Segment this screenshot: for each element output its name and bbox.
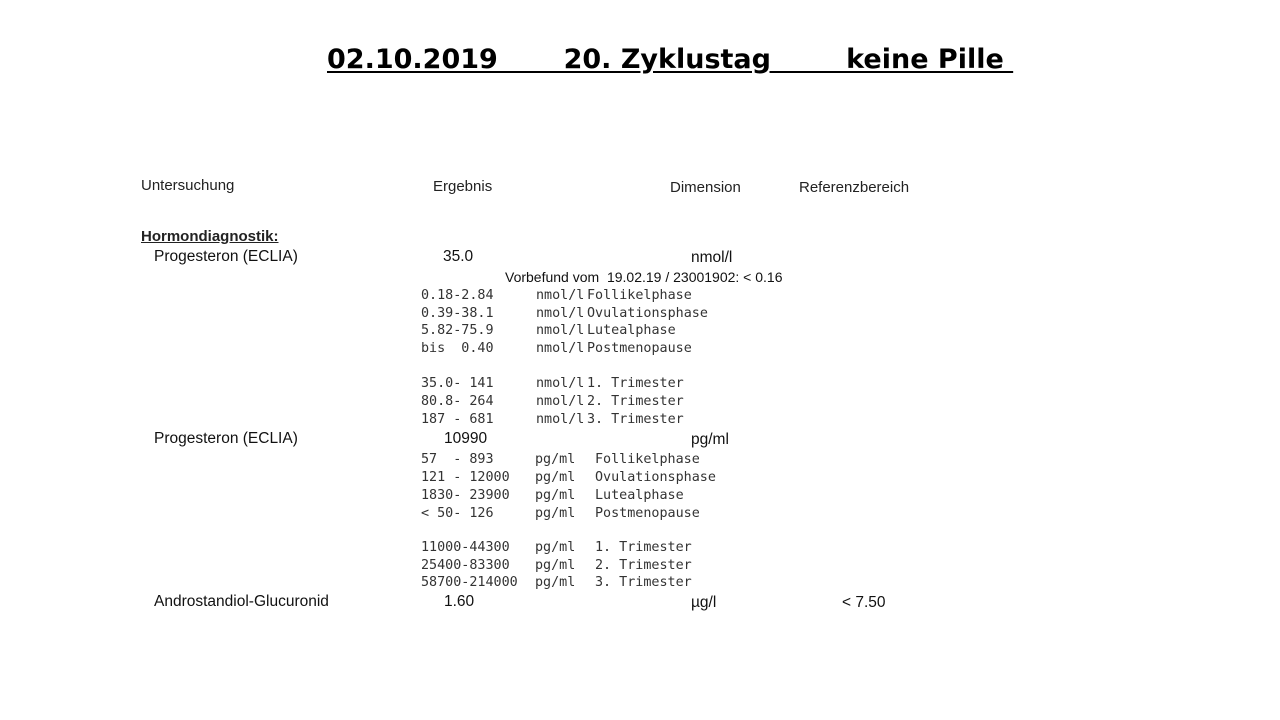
range-row xyxy=(421,341,721,359)
section-hormondiagnostik: Hormondiagnostik: xyxy=(141,228,279,245)
range-unit: nmol/l xyxy=(536,376,585,391)
range-row xyxy=(421,540,741,558)
range-row xyxy=(421,452,741,470)
range-value: 0.39-38.1 xyxy=(421,306,494,321)
range-phase: Ovulationsphase xyxy=(587,306,708,321)
range-unit: pg/ml xyxy=(535,488,576,503)
range-unit: pg/ml xyxy=(535,506,576,521)
prior-finding: Vorbefund vom 19.02.19 / 23001902: < 0.16 xyxy=(505,269,783,285)
range-unit: nmol/l xyxy=(536,412,585,427)
header-dimension: Dimension xyxy=(670,179,741,196)
range-row xyxy=(421,323,721,341)
test-name-progesteron-nmol: Progesteron (ECLIA) xyxy=(154,248,298,265)
range-unit: nmol/l xyxy=(536,288,585,303)
range-value: < 50- 126 xyxy=(421,506,494,521)
range-phase: 1. Trimester xyxy=(595,540,692,555)
range-value: 57 - 893 xyxy=(421,452,494,467)
range-row xyxy=(421,306,721,324)
range-unit: pg/ml xyxy=(535,540,576,555)
range-value: 11000-44300 xyxy=(421,540,510,555)
range-value: bis 0.40 xyxy=(421,341,494,356)
range-value: 121 - 12000 xyxy=(421,470,510,485)
range-unit: nmol/l xyxy=(536,323,585,338)
range-phase: Ovulationsphase xyxy=(595,470,716,485)
page-title: 02.10.2019 20. Zyklustag keine Pille xyxy=(327,44,1014,75)
range-phase: 1. Trimester xyxy=(587,376,684,391)
test-name-androstandiol: Androstandiol-Glucuronid xyxy=(154,593,329,610)
range-row xyxy=(421,288,721,306)
range-value: 80.8- 264 xyxy=(421,394,494,409)
range-unit: pg/ml xyxy=(535,470,576,485)
range-phase: 2. Trimester xyxy=(595,558,692,573)
header-untersuchung: Untersuchung xyxy=(141,177,235,194)
header-referenzbereich: Referenzbereich xyxy=(799,179,910,196)
range-phase: Follikelphase xyxy=(587,288,692,303)
range-value: 1830- 23900 xyxy=(421,488,510,503)
range-row xyxy=(421,412,721,430)
range-phase: 3. Trimester xyxy=(587,412,684,427)
result-value-androstandiol: 1.60 xyxy=(444,593,475,610)
range-value: 58700-214000 xyxy=(421,575,518,590)
range-phase: Postmenopause xyxy=(595,506,700,521)
test-name-progesteron-pg: Progesteron (ECLIA) xyxy=(154,430,298,447)
range-row xyxy=(421,376,721,394)
range-value: 0.18-2.84 xyxy=(421,288,494,303)
result-value-progesteron-pg: 10990 xyxy=(444,430,488,447)
result-unit-progesteron-pg: pg/ml xyxy=(691,431,729,448)
range-unit: pg/ml xyxy=(535,575,576,590)
range-unit: nmol/l xyxy=(536,341,585,356)
result-unit-androstandiol: µg/l xyxy=(691,594,717,611)
range-phase: Follikelphase xyxy=(595,452,700,467)
header-ergebnis: Ergebnis xyxy=(433,178,493,195)
range-value: 35.0- 141 xyxy=(421,376,494,391)
range-phase: Lutealphase xyxy=(595,488,684,503)
range-value: 5.82-75.9 xyxy=(421,323,494,338)
result-value-progesteron-nmol: 35.0 xyxy=(443,248,474,265)
range-value: 25400-83300 xyxy=(421,558,510,573)
range-unit: nmol/l xyxy=(536,394,585,409)
range-phase: Lutealphase xyxy=(587,323,676,338)
reference-androstandiol: < 7.50 xyxy=(842,594,886,611)
range-phase: 2. Trimester xyxy=(587,394,684,409)
range-row xyxy=(421,394,721,412)
range-value: 187 - 681 xyxy=(421,412,494,427)
range-phase: Postmenopause xyxy=(587,341,692,356)
range-unit: nmol/l xyxy=(536,306,585,321)
range-row xyxy=(421,506,741,524)
result-unit-progesteron-nmol: nmol/l xyxy=(691,249,733,266)
range-row xyxy=(421,558,741,576)
range-row xyxy=(421,575,741,593)
range-row xyxy=(421,488,741,506)
range-unit: pg/ml xyxy=(535,558,576,573)
range-row xyxy=(421,470,741,488)
range-phase: 3. Trimester xyxy=(595,575,692,590)
range-unit: pg/ml xyxy=(535,452,576,467)
